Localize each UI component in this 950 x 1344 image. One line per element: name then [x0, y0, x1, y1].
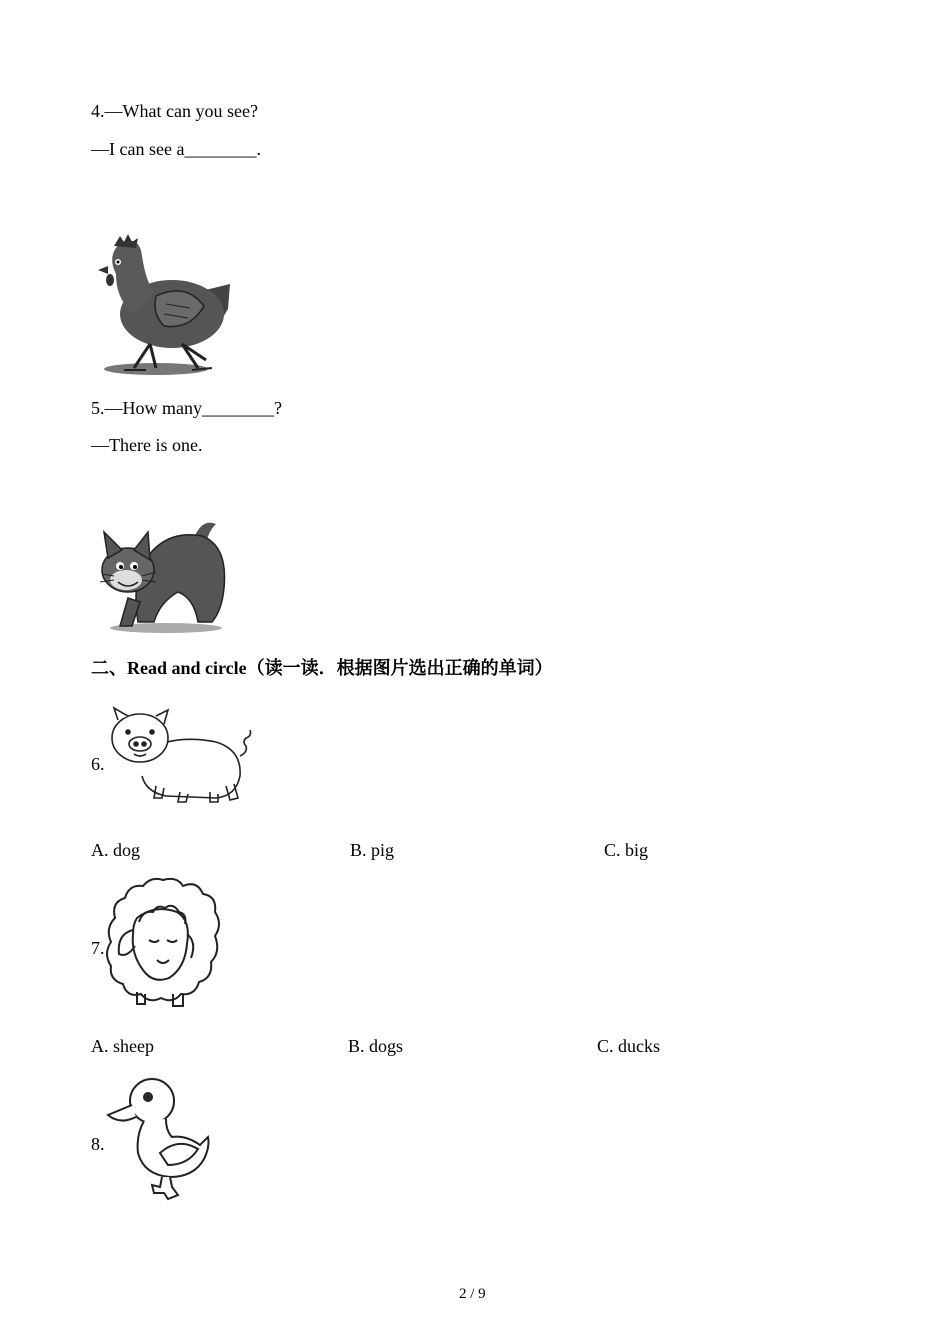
q6-option-b[interactable]: B. pig: [350, 840, 395, 860]
q8-number: 8.: [91, 1134, 105, 1154]
section-title: 二、Read and circle（读一读．根据图片选出正确的单词）: [91, 658, 553, 678]
q7-number: 7.: [91, 938, 105, 958]
q7-option-a[interactable]: A. sheep: [91, 1036, 154, 1056]
q6-number: 6.: [91, 754, 105, 774]
hen-icon: [94, 234, 232, 378]
q6-option-a[interactable]: A. dog: [91, 840, 140, 860]
q6-option-c[interactable]: C. big: [604, 840, 649, 860]
duck-icon: [106, 1075, 214, 1205]
sheep-icon: [103, 874, 223, 1010]
q7-option-c[interactable]: C. ducks: [597, 1036, 660, 1056]
cat-icon: [98, 518, 230, 634]
q4-answer: —I can see a________.: [91, 139, 261, 159]
q4-question: 4.—What can you see?: [91, 101, 258, 121]
q5-answer: —There is one.: [91, 435, 203, 455]
page-number: 2 / 9: [459, 1286, 486, 1302]
q5-question: 5.—How many________?: [91, 398, 282, 418]
q7-option-b[interactable]: B. dogs: [348, 1036, 404, 1056]
pig-icon: [106, 706, 256, 808]
